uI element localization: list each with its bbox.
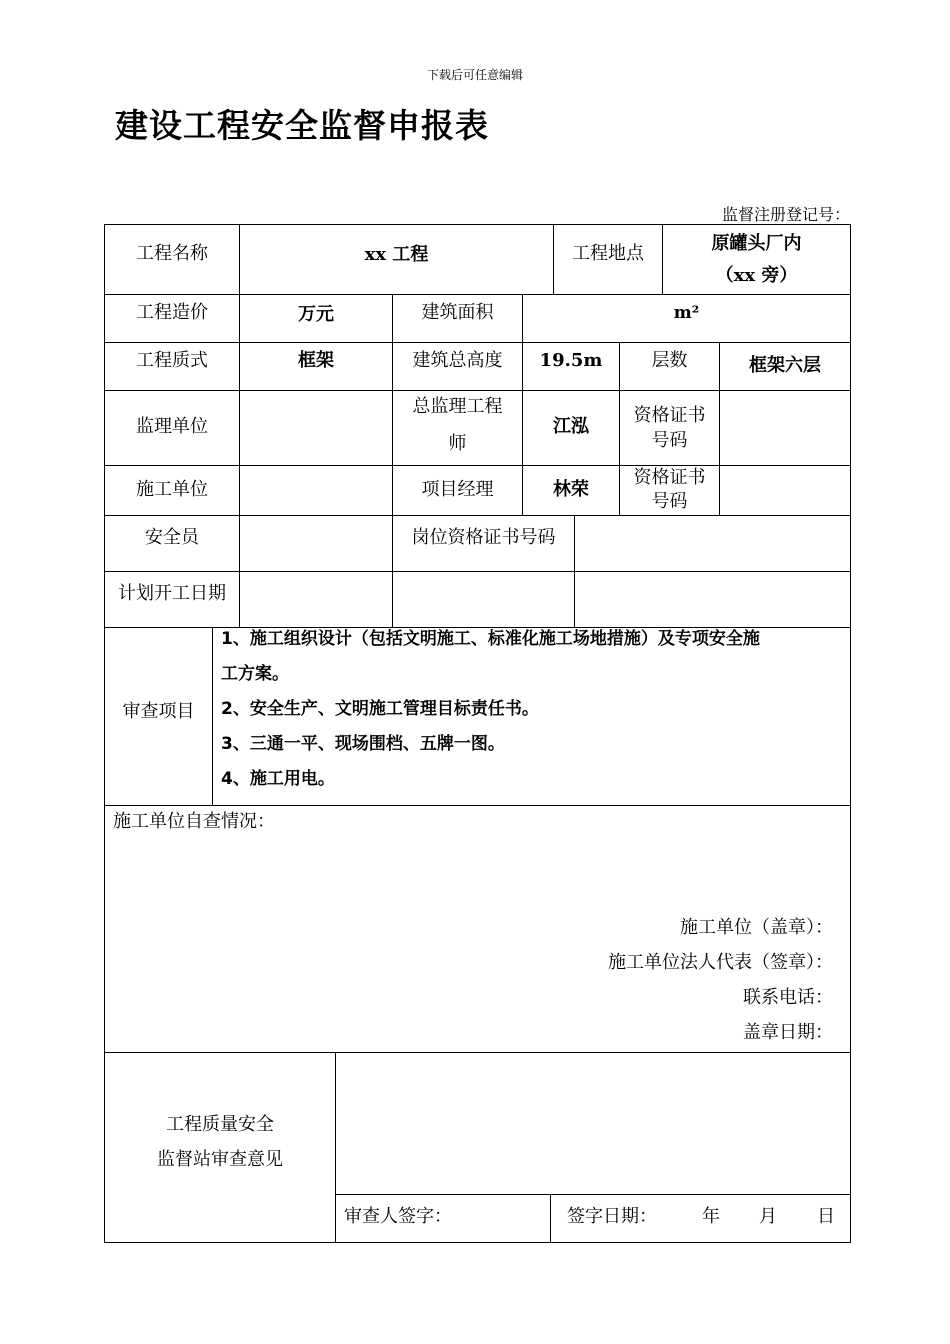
row-divider	[335, 1194, 850, 1195]
self-check-label: 施工单位自查情况：	[113, 811, 275, 832]
station-label-line: 监督站审查意见	[157, 1149, 283, 1170]
project-name-label: 工程名称	[136, 242, 208, 264]
safety-officer-label: 安全员	[145, 526, 199, 548]
column-divider	[239, 225, 240, 627]
supervisor-unit-label: 监理单位	[136, 416, 208, 438]
structure-label: 工程质式	[136, 349, 208, 371]
station-label-line: 工程质量安全	[166, 1114, 274, 1135]
cert-label-line: 资格证书	[633, 404, 706, 426]
cert-label-line: 号码	[651, 491, 688, 512]
chief-engineer-label	[393, 387, 522, 462]
manager-cert-label	[620, 465, 719, 515]
height-value: 19.5m	[539, 349, 603, 371]
construction-unit-label: 施工单位	[136, 478, 208, 500]
cost-label: 工程造价	[136, 301, 208, 323]
review-item: 2、安全生产、文明施工管理目标责任书。	[221, 699, 539, 719]
seal-date-label: 盖章日期：	[743, 1022, 833, 1043]
day-label: 日	[817, 1206, 835, 1227]
area-label: 建筑面积	[421, 301, 494, 323]
construction-seal-label: 施工单位（盖章）：	[680, 917, 833, 938]
project-manager-value: 林荣	[553, 478, 589, 500]
row-divider	[105, 805, 850, 806]
project-manager-label: 项目经理	[421, 478, 494, 500]
chief-engineer-label-line: 总监理工程	[412, 395, 503, 417]
project-site-label: 工程地点	[572, 242, 644, 264]
contact-phone-label: 联系电话：	[743, 987, 833, 1008]
review-items-label: 审查项目	[122, 700, 195, 722]
station-opinion-label	[105, 1052, 335, 1192]
project-name-value: xx 工程	[364, 243, 429, 265]
cert-label-line: 资格证书	[633, 467, 706, 488]
page-title: 建设工程安全监督申报表	[115, 106, 489, 145]
chief-engineer-label-line: 师	[448, 432, 467, 454]
height-label: 建筑总高度	[412, 349, 503, 371]
legal-rep-signature-label: 施工单位法人代表（签章）：	[608, 952, 833, 973]
header-note: 下载后可任意编辑	[426, 68, 523, 82]
cert-label-line: 号码	[651, 429, 688, 451]
start-date-label: 计划开工日期	[118, 582, 226, 604]
review-item: 工方案。	[221, 664, 289, 684]
signature-date-label: 签字日期：	[567, 1206, 657, 1227]
review-item: 3、三通一平、现场围档、五牌一图。	[221, 734, 505, 754]
post-cert-label: 岗位资格证书号码	[411, 526, 556, 548]
month-label: 月	[759, 1206, 777, 1227]
project-site-value	[663, 225, 850, 294]
chief-engineer-value: 江泓	[553, 416, 589, 438]
supervisor-cert-label	[620, 390, 719, 465]
column-divider	[335, 1052, 336, 1242]
column-divider	[212, 627, 213, 805]
cost-unit: 万元	[298, 303, 334, 325]
floors-label: 层数	[651, 349, 688, 371]
project-site-line: 原罐头厂内	[711, 232, 802, 254]
registration-number-label: 监督注册登记号：	[721, 205, 850, 224]
floors-value: 框架六层	[749, 354, 821, 376]
project-site-line: （xx 旁）	[715, 264, 798, 286]
year-label: 年	[702, 1206, 720, 1227]
review-item: 4、施工用电。	[221, 769, 335, 789]
review-item: 1、施工组织设计（包括文明施工、标准化施工场地措施）及专项安全施	[221, 629, 760, 649]
area-unit: m²	[673, 302, 700, 323]
structure-value: 框架	[298, 349, 334, 371]
review-items-list	[221, 622, 845, 797]
column-divider	[574, 515, 575, 627]
column-divider	[550, 1194, 551, 1242]
reviewer-signature-label: 审查人签字：	[344, 1206, 452, 1227]
